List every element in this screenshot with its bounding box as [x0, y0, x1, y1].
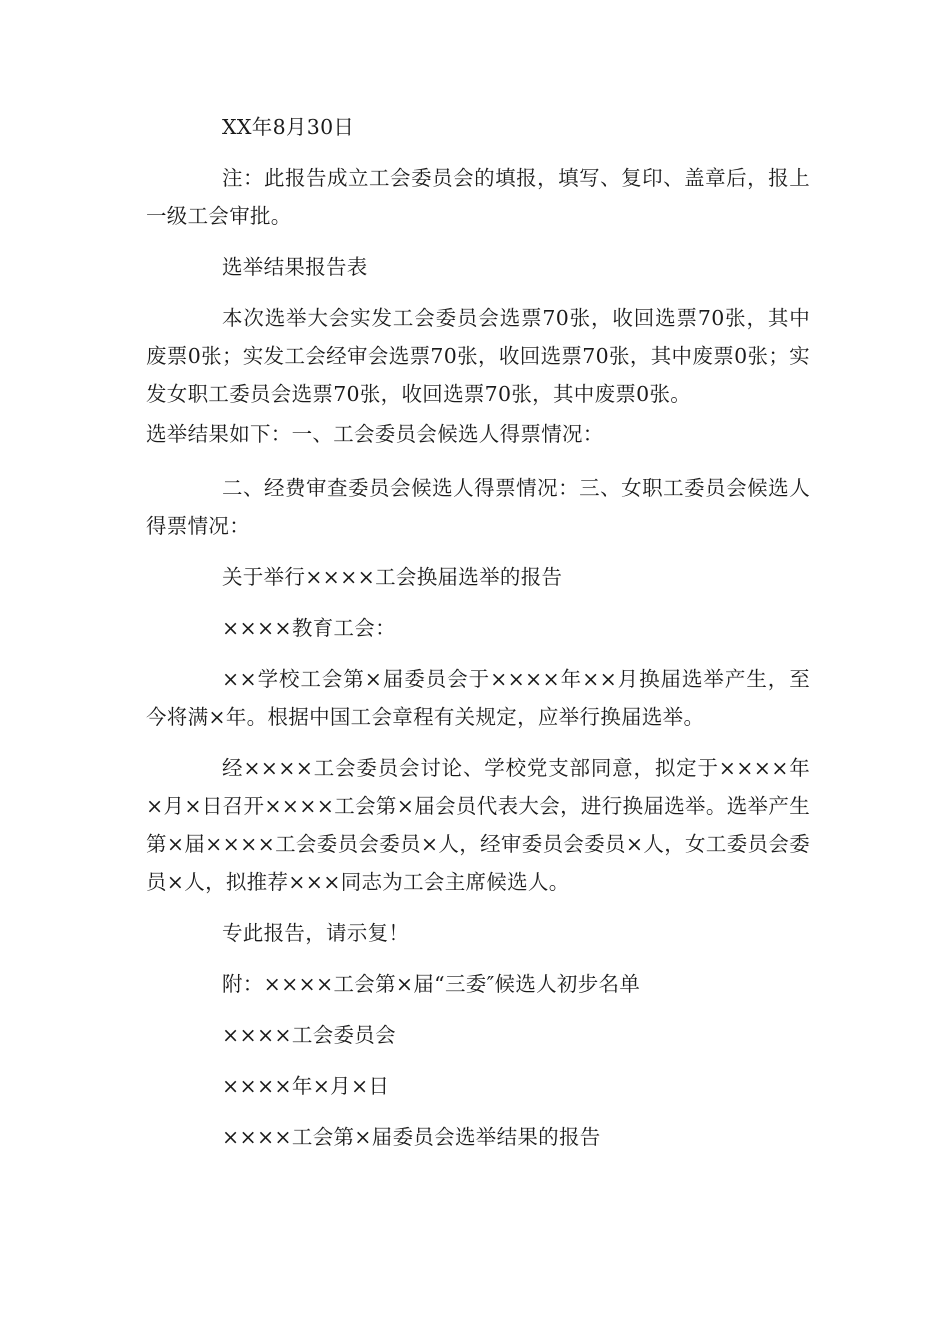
sign-date-line: ××××年×月×日	[222, 1074, 390, 1098]
closing-line: 专此报告，请示复！	[222, 921, 410, 945]
ballot-summary-paragraph: 本次选举大会实发工会委员会选票70张，收回选票70张，其中废票0张；实发工会经审会选票70张，收回选票70张，其中废票0张；实发女职工委员会选票70张，收回选票70张，其中废票0张。	[146, 306, 810, 406]
next-report-title: ××××工会第×届委员会选举结果的报告	[222, 1125, 601, 1149]
document-page	[146, 108, 810, 1169]
attachment-line: 附：××××工会第×届“三委″候选人初步名单	[222, 972, 641, 996]
signatory-line: ××××工会委员会	[222, 1023, 396, 1047]
results-more-paragraph: 二、经费审查委员会候选人得票情况：三、女职工委员会候选人得票情况：	[146, 476, 810, 538]
plan-paragraph: 经××××工会委员会讨论、学校党支部同意，拟定于××××年×月×日召开××××工会第×届会员代表大会，进行换届选举。选举产生第×届××××工会委员会委员×人，经审委员会委员×人，女工委员会委员×人，拟推荐×××同志为工会主席候选人。	[146, 756, 810, 894]
date-line: XX年8月30日	[222, 115, 355, 139]
report-title: 关于举行××××工会换届选举的报告	[222, 565, 563, 589]
background-paragraph: ××学校工会第×届委员会于××××年××月换届选举产生，至今将满×年。根据中国工会章程有关规定，应举行换届选举。	[146, 667, 810, 729]
note-paragraph: 注：此报告成立工会委员会的填报，填写、复印、盖章后，报上一级工会审批。	[146, 166, 810, 228]
addressee: ××××教育工会：	[222, 616, 396, 640]
results-intro-line: 选举结果如下：一、工会委员会候选人得票情况：	[146, 422, 604, 446]
election-table-title: 选举结果报告表	[222, 255, 368, 279]
